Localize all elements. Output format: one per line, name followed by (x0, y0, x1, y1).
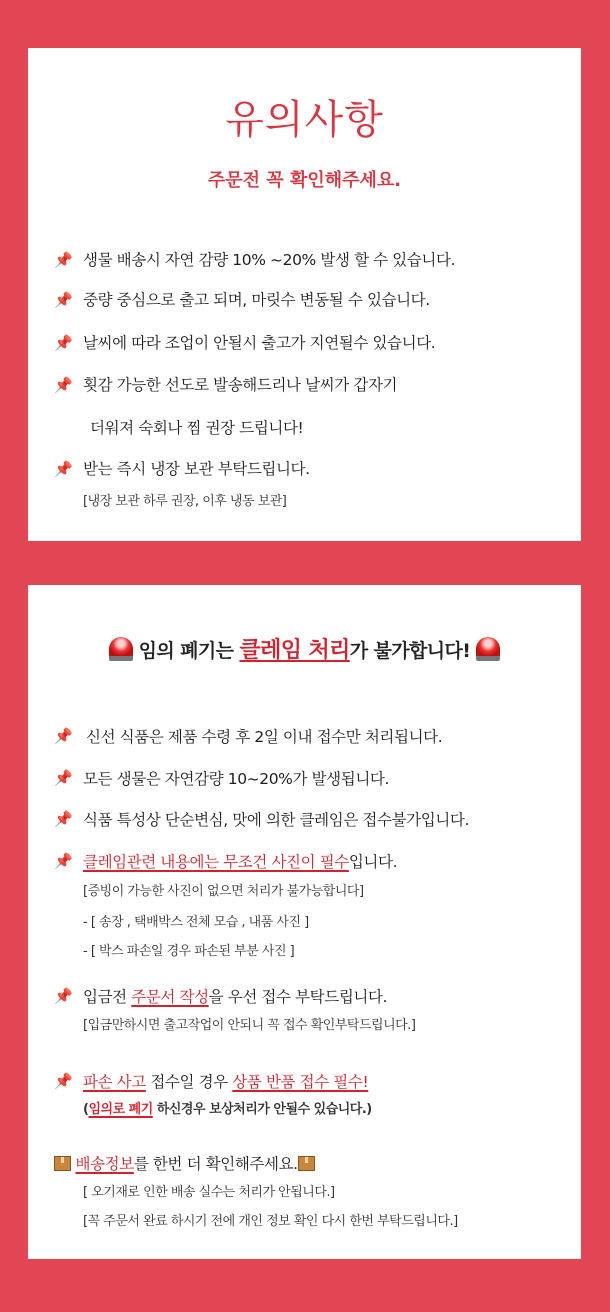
page-title: 유의사항 (225, 97, 384, 143)
claim-item-emphasis: 주문서 작성 (131, 988, 209, 1006)
claim-item-text: 을 우선 접수 부탁드립니다. (208, 988, 388, 1006)
pushpin-icon: 📌 (54, 251, 73, 269)
pushpin-icon: 📌 (54, 769, 73, 787)
claim-item (54, 1152, 315, 1174)
siren-icon (476, 637, 500, 661)
claim-card (28, 585, 581, 1259)
claim-item-emphasis: 파손 사고 (83, 1073, 146, 1091)
pushpin-icon: 📌 (54, 376, 73, 394)
claim-item-emphasis: 상품 반품 접수 필수! (232, 1073, 369, 1091)
claim-note (83, 1098, 372, 1117)
headline-text: 임의 폐기는 (138, 640, 240, 662)
notice-item: 날씨에 따라 조업이 안될시 출고가 지연될수 있습니다. (83, 334, 436, 352)
claim-note: [증빙이 가능한 사진이 없으면 처리가 불가능합니다] (83, 884, 364, 899)
claim-note: [ 오기재로 인한 배송 실수는 처리가 안됩니다.] (83, 1185, 335, 1200)
claim-item-emphasis: 클레임관련 내용에는 무조건 사진이 필수 (83, 853, 349, 871)
notice-card (28, 48, 581, 541)
notice-note: [냉장 보관 하루 권장, 이후 냉동 보관] (83, 494, 287, 509)
notice-item: 횟감 가능한 선도로 발송해드리나 날씨가 갑자기 (83, 376, 398, 394)
pushpin-icon: 📌 (54, 291, 73, 309)
claim-item-text: 입금전 (83, 988, 132, 1006)
claim-note-text: 하신경우 보상처리가 안될수 있습니다.) (152, 1102, 372, 1117)
pushpin-icon: 📌 (54, 1072, 73, 1090)
claim-item: 모든 생물은 자연감량 10~20%가 발생됩니다. (83, 770, 389, 788)
pushpin-icon: 📌 (54, 460, 73, 478)
claim-item: 식품 특성상 단순변심, 맛에 의한 클레임은 접수불가입니다. (83, 811, 469, 829)
pushpin-icon: 📌 (54, 987, 73, 1005)
claim-note-text: ( (83, 1102, 89, 1117)
notice-item: 중량 중심으로 출고 되며, 마릿수 변동될 수 있습니다. (83, 291, 430, 309)
claim-item (83, 1070, 368, 1092)
package-icon (54, 1156, 71, 1171)
claim-item (83, 985, 387, 1007)
claim-headline (28, 633, 581, 664)
claim-item-emphasis: 배송정보 (75, 1155, 134, 1173)
subtitle: 주문전 꼭 확인해주세요. (207, 170, 402, 191)
pushpin-icon: 📌 (54, 852, 73, 870)
claim-item (83, 850, 397, 872)
claim-item: 신선 식품은 제품 수령 후 2일 이내 접수만 처리됩니다. (86, 728, 443, 746)
headline-text-end: 가 불가합니다! (349, 640, 471, 662)
claim-item-text: 입니다. (348, 853, 398, 871)
claim-item-text: 를 한번 더 확인해주세요. (133, 1155, 298, 1173)
notice-item: 생물 배송시 자연 감량 10% ~20% 발생 할 수 있습니다. (83, 251, 456, 269)
claim-note-emphasis: 임의로 폐기 (88, 1102, 153, 1117)
claim-note: [입금만하시면 출고작업이 안되니 꼭 접수 확인부탁드립니다.] (83, 1018, 416, 1033)
notice-item-continued: 더워져 숙회나 찜 권장 드립니다! (90, 419, 304, 437)
headline-emphasis: 클레임 처리 (239, 638, 350, 663)
siren-icon (109, 637, 133, 661)
claim-note: [꼭 주문서 완료 하시기 전에 개인 정보 확인 다시 한번 부탁드립니다.] (83, 1214, 458, 1229)
claim-item-text: 접수일 경우 (145, 1073, 233, 1091)
notice-item: 받는 즉시 냉장 보관 부탁드립니다. (83, 460, 310, 478)
claim-note: - [ 송장 , 택배박스 전체 모습 , 내품 사진 ] (83, 915, 309, 930)
pushpin-icon: 📌 (54, 334, 73, 352)
pushpin-icon: 📌 (54, 727, 73, 745)
package-icon (298, 1156, 315, 1171)
pushpin-icon: 📌 (54, 810, 73, 828)
claim-note: - [ 박스 파손일 경우 파손된 부분 사진 ] (83, 944, 295, 959)
